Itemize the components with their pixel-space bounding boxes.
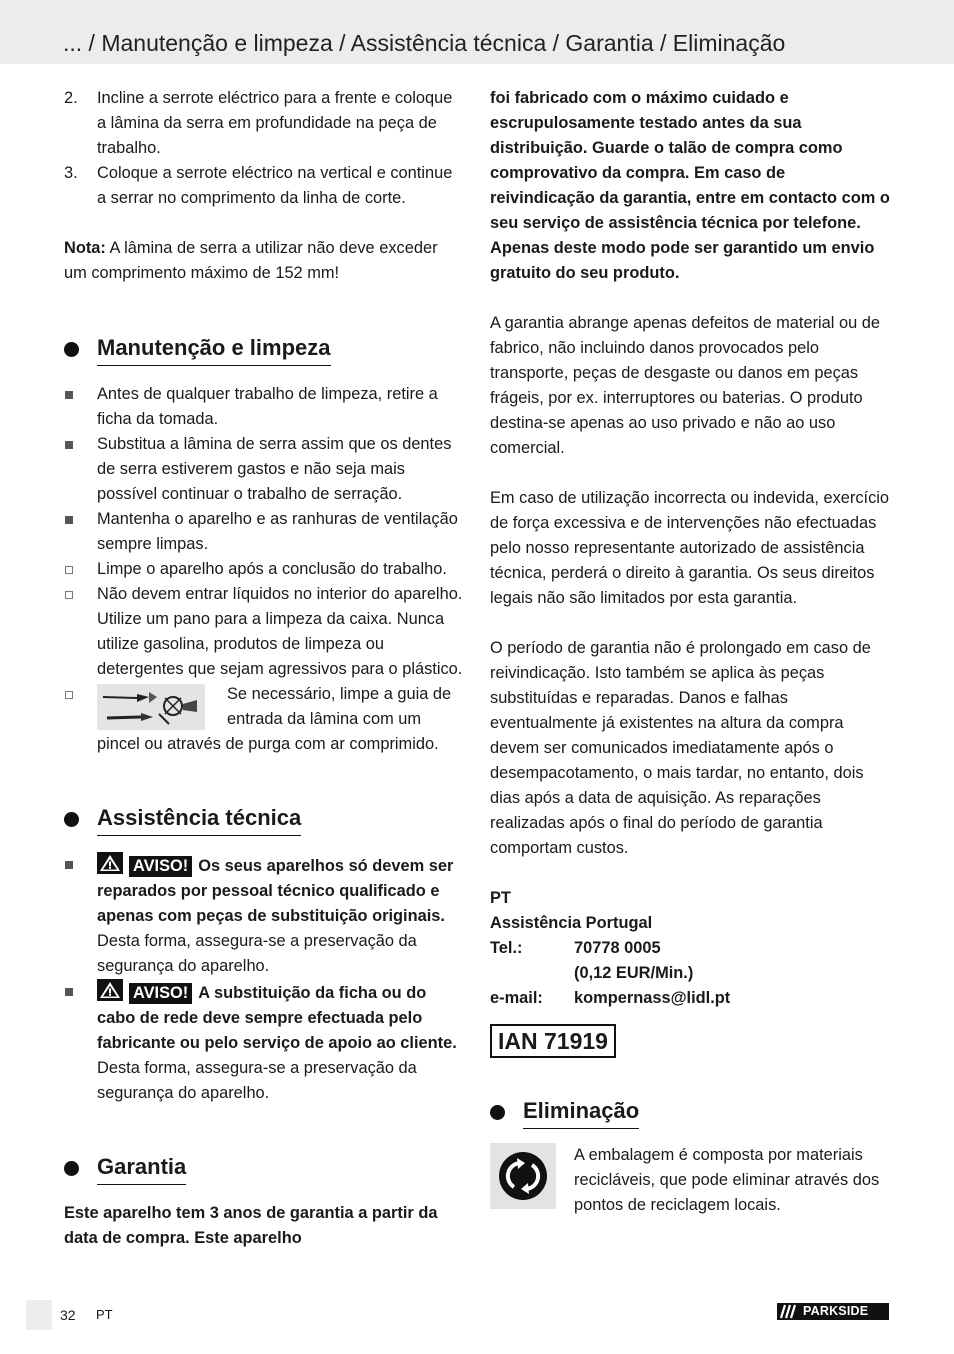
phone-rate: (0,12 EUR/Min.) bbox=[574, 964, 694, 982]
square-bullet-icon bbox=[65, 861, 73, 869]
email-address: kompernass@lidl.pt bbox=[574, 989, 731, 1007]
hollow-square-bullet-icon bbox=[65, 591, 73, 599]
contact-email-row bbox=[490, 986, 890, 1011]
bullet-dot-icon bbox=[64, 812, 79, 827]
list-item: Antes de qualquer trabalho de limpeza, retire a ficha da tomada. bbox=[64, 382, 464, 432]
list-item: Mantenha o aparelho e as ranhuras de ventilação sempre limpas. bbox=[64, 507, 464, 557]
hollow-square-bullet-icon bbox=[65, 691, 73, 699]
contact-phone-row bbox=[490, 936, 890, 961]
ian-wrapper bbox=[490, 1024, 890, 1058]
phone-number: 70778 0005 bbox=[574, 939, 661, 957]
square-bullet-icon bbox=[65, 391, 73, 399]
warning-item: AVISO! Os seus aparelhos só devem ser reparados por pessoal técnico qualificado e apenas com peças de substituição originais. Desta forma, assegura-se a preservação da segurança do aparelho. bbox=[64, 852, 464, 979]
note-label: Nota: bbox=[64, 239, 106, 257]
step-3 bbox=[64, 161, 464, 211]
page-header-title: ... / Manutenção e limpeza / Assistência técnica / Garantia / Eliminação bbox=[63, 30, 786, 56]
warranty-bold-continued: foi fabricado com o máximo cuidado e escrupulosamente testado antes da sua distribuição. Guarde o talão de compra como comprovativo da compra. Em caso de reivindicação da garantia, entre em contacto com o seu serviço de assistência técnica por telefone. Apenas deste modo pode ser garantido um envio gratuito do seu produto. bbox=[490, 89, 890, 282]
list-item: Substitua a lâmina de serra assim que os dentes de serra estiverem gastos e não seja mais possível continuar o trabalho de serração. bbox=[64, 432, 464, 507]
maintenance-heading: Manutenção e limpeza bbox=[97, 333, 331, 366]
logo-stripes-icon bbox=[777, 1303, 799, 1320]
warning-triangle-icon bbox=[97, 979, 123, 1001]
right-column bbox=[490, 86, 890, 1218]
list-item: Limpe o aparelho após a conclusão do trabalho. bbox=[64, 557, 464, 582]
warning-label: AVISO! bbox=[129, 856, 192, 877]
warranty-paragraph: O período de garantia não é prolongado em caso de reivindicação. Isto também se aplica às peças substituídas e reparadas. Danos e falhas eventualmente já existentes na altura da compra devem ser comunicados imediatamente após o desempacotamento, o mais tardar, no entanto, dois dias após a data de aquisição. As reparações realizadas após o final do período de garantia comportam custos. bbox=[490, 639, 871, 857]
step-2 bbox=[64, 86, 464, 161]
green-dot-recycling-icon bbox=[490, 1143, 556, 1209]
square-bullet-icon bbox=[65, 441, 73, 449]
footer-page-box bbox=[26, 1300, 52, 1330]
maintenance-section-heading bbox=[64, 333, 331, 366]
email-label: e-mail: bbox=[490, 989, 543, 1007]
bullet-dot-icon bbox=[64, 1161, 79, 1176]
bullet-dot-icon bbox=[490, 1105, 505, 1120]
maintenance-list bbox=[64, 382, 464, 757]
list-item: Se necessário, limpe a guia de entrada da lâmina com um pincel ou através de purga com ar comprimido. bbox=[64, 682, 464, 757]
warranty-intro: Este aparelho tem 3 anos de garantia a partir da data de compra. Este aparelho bbox=[64, 1204, 438, 1247]
warranty-section-heading bbox=[64, 1152, 186, 1185]
warning-label: AVISO! bbox=[129, 983, 192, 1004]
bullet-dot-icon bbox=[64, 342, 79, 357]
disposal-text: A embalagem é composta por materiais recicláveis, que pode eliminar através dos pontos de reciclagem locais. bbox=[574, 1146, 880, 1214]
warranty-heading: Garantia bbox=[97, 1152, 186, 1185]
disposal-section-heading bbox=[490, 1096, 639, 1129]
service-section-heading bbox=[64, 803, 301, 836]
service-contact bbox=[490, 886, 890, 1011]
square-bullet-icon bbox=[65, 516, 73, 524]
hollow-square-bullet-icon bbox=[65, 566, 73, 574]
footer-language: PT bbox=[96, 1307, 113, 1322]
disposal-heading: Eliminação bbox=[523, 1096, 639, 1129]
step-text: Coloque a serrote eléctrico na vertical e continue a serrar no comprimento da linha de corte. bbox=[97, 164, 453, 207]
brush-and-compressed-air-icon bbox=[97, 684, 205, 730]
note bbox=[64, 236, 464, 286]
brand-name: PARKSIDE bbox=[803, 1304, 869, 1318]
contact-country: PT bbox=[490, 889, 511, 907]
ian-number-box: IAN 71919 bbox=[490, 1024, 616, 1058]
service-heading: Assistência técnica bbox=[97, 803, 301, 836]
step-number: 2. bbox=[64, 89, 78, 107]
disposal-row bbox=[490, 1143, 890, 1218]
left-column bbox=[64, 86, 464, 1251]
contact-rate-row bbox=[490, 961, 890, 986]
warning-item: AVISO! A substituição da ficha ou do cabo de rede deve sempre efectuada pelo fabricante ou pelo serviço de apoio ao cliente. Desta forma, assegura-se a preservação da segurança do aparelho. bbox=[64, 979, 464, 1106]
phone-label: Tel.: bbox=[490, 939, 523, 957]
parkside-logo bbox=[777, 1303, 889, 1320]
warning-triangle-icon bbox=[97, 852, 123, 874]
step-text: Incline a serrote eléctrico para a frente e coloque a lâmina da serra em profundidade na peça de trabalho. bbox=[97, 89, 453, 157]
warranty-paragraph: Em caso de utilização incorrecta ou indevida, exercício de força excessiva e de intervenções não efectuadas pelo nosso representante autorizado de assistência técnica, perderá o direito à garantia. Os seus direitos legais não são limitados por esta garantia. bbox=[490, 489, 890, 607]
square-bullet-icon bbox=[65, 988, 73, 996]
service-warnings bbox=[64, 852, 464, 1106]
list-item: Não devem entrar líquidos no interior do aparelho. Utilize um pano para a limpeza da caixa. Nunca utilize gasolina, produtos de limpeza ou detergentes que sejam agressivos para o plástico. bbox=[64, 582, 464, 682]
page-number: 32 bbox=[60, 1307, 76, 1323]
step-number: 3. bbox=[64, 164, 78, 182]
warranty-paragraph: A garantia abrange apenas defeitos de material ou de fabrico, não incluindo danos provocados pelo transporte, peças de desgaste ou danos em peças frágeis, por ex. interruptores ou baterias. O produto destina-se apenas ao uso privado e não ao uso comercial. bbox=[490, 314, 881, 457]
contact-name: Assistência Portugal bbox=[490, 914, 653, 932]
note-text: A lâmina de serra a utilizar não deve exceder um comprimento máximo de 152 mm! bbox=[64, 239, 438, 282]
